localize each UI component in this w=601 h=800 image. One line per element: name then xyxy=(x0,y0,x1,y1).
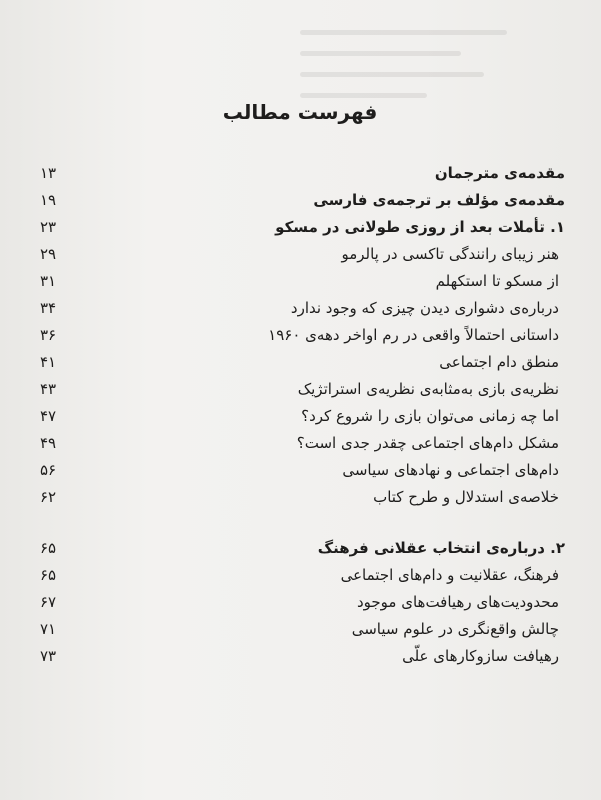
toc-entry-title: خلاصه‌ی استدلال و طرح کتاب xyxy=(373,488,559,506)
page-title: فهرست مطالب xyxy=(222,100,378,124)
toc-entry xyxy=(40,245,565,272)
toc-entry-title: هنر زیبای رانندگی تاکسی در پالرمو xyxy=(341,245,559,263)
toc-entry xyxy=(40,272,565,299)
toc-entry xyxy=(40,326,565,353)
toc-entry-title: داستانی احتمالاً واقعی در رم اواخر دهه‌ی ۱۹۶۰ xyxy=(268,326,559,344)
toc-entry-title: نظریه‌ی بازی به‌مثابه‌ی نظریه‌ی استراتژیک xyxy=(297,380,559,398)
toc-entry xyxy=(40,218,565,245)
toc-entry-title: چالش واقع‌نگری در علوم سیاسی xyxy=(351,620,559,638)
toc-entry-page-number: ۶۵ xyxy=(40,539,57,557)
toc-entry-title: ۲. درباره‌ی انتخاب عقلانی فرهنگ xyxy=(317,539,565,557)
toc-entry-page-number: ۶۲ xyxy=(40,488,57,506)
toc-entry-title: منطق دام اجتماعی xyxy=(439,353,559,371)
bleed-through-text xyxy=(300,30,530,150)
toc-entry xyxy=(40,461,565,488)
toc-entry-title: مقدمه‌ی مترجمان xyxy=(434,164,565,182)
toc-entry-page-number: ۳۴ xyxy=(40,299,57,317)
toc-entry-page-number: ۴۳ xyxy=(40,380,57,398)
toc-entry-title: از مسکو تا استکهلم xyxy=(435,272,559,290)
toc-entry-page-number: ۱۳ xyxy=(40,164,57,182)
toc-entry-page-number: ۲۳ xyxy=(40,218,57,236)
toc-entry-title: درباره‌ی دشواری دیدن چیزی که وجود ندارد xyxy=(290,299,559,317)
toc-entry-page-number: ۷۳ xyxy=(40,647,57,665)
toc-entry xyxy=(40,299,565,326)
toc-entry-page-number: ۲۹ xyxy=(40,245,57,263)
toc-entry xyxy=(40,647,565,674)
toc-entry-page-number: ۷۱ xyxy=(40,620,57,638)
toc-entry xyxy=(40,539,565,566)
table-of-contents xyxy=(40,164,565,674)
toc-entry-title: رهیافت سازوکارهای علّی xyxy=(402,647,559,665)
toc-entry xyxy=(40,488,565,515)
toc-entry-page-number: ۴۱ xyxy=(40,353,57,371)
toc-entry-page-number: ۶۵ xyxy=(40,566,57,584)
toc-entry xyxy=(40,620,565,647)
toc-entry-page-number: ۴۹ xyxy=(40,434,57,452)
toc-entry-title: مقدمه‌ی مؤلف بر ترجمه‌ی فارسی xyxy=(313,191,565,209)
toc-entry-page-number: ۱۹ xyxy=(40,191,57,209)
toc-entry xyxy=(40,353,565,380)
toc-entry-title: محدودیت‌های رهیافت‌های موجود xyxy=(356,593,559,611)
toc-entry xyxy=(40,566,565,593)
toc-entry xyxy=(40,434,565,461)
toc-entry-page-number: ۳۶ xyxy=(40,326,57,344)
toc-entry-page-number: ۴۷ xyxy=(40,407,57,425)
toc-entry-title: ۱. تأملات بعد از روزی طولانی در مسکو xyxy=(275,218,565,236)
toc-entry xyxy=(40,407,565,434)
toc-entry-page-number: ۳۱ xyxy=(40,272,57,290)
toc-entry-title: مشکل دام‌های اجتماعی چقدر جدی است؟ xyxy=(296,434,559,452)
toc-entry xyxy=(40,191,565,218)
toc-entry-title: فرهنگ، عقلانیت و دام‌های اجتماعی xyxy=(340,566,559,584)
toc-entry-page-number: ۶۷ xyxy=(40,593,57,611)
toc-entry-title: دام‌های اجتماعی و نهادهای سیاسی xyxy=(342,461,559,479)
toc-entry-title: اما چه زمانی می‌توان بازی را شروع کرد؟ xyxy=(301,407,559,425)
toc-entry xyxy=(40,164,565,191)
toc-entry-page-number: ۵۶ xyxy=(40,461,57,479)
toc-entry xyxy=(40,380,565,407)
toc-entry xyxy=(40,593,565,620)
